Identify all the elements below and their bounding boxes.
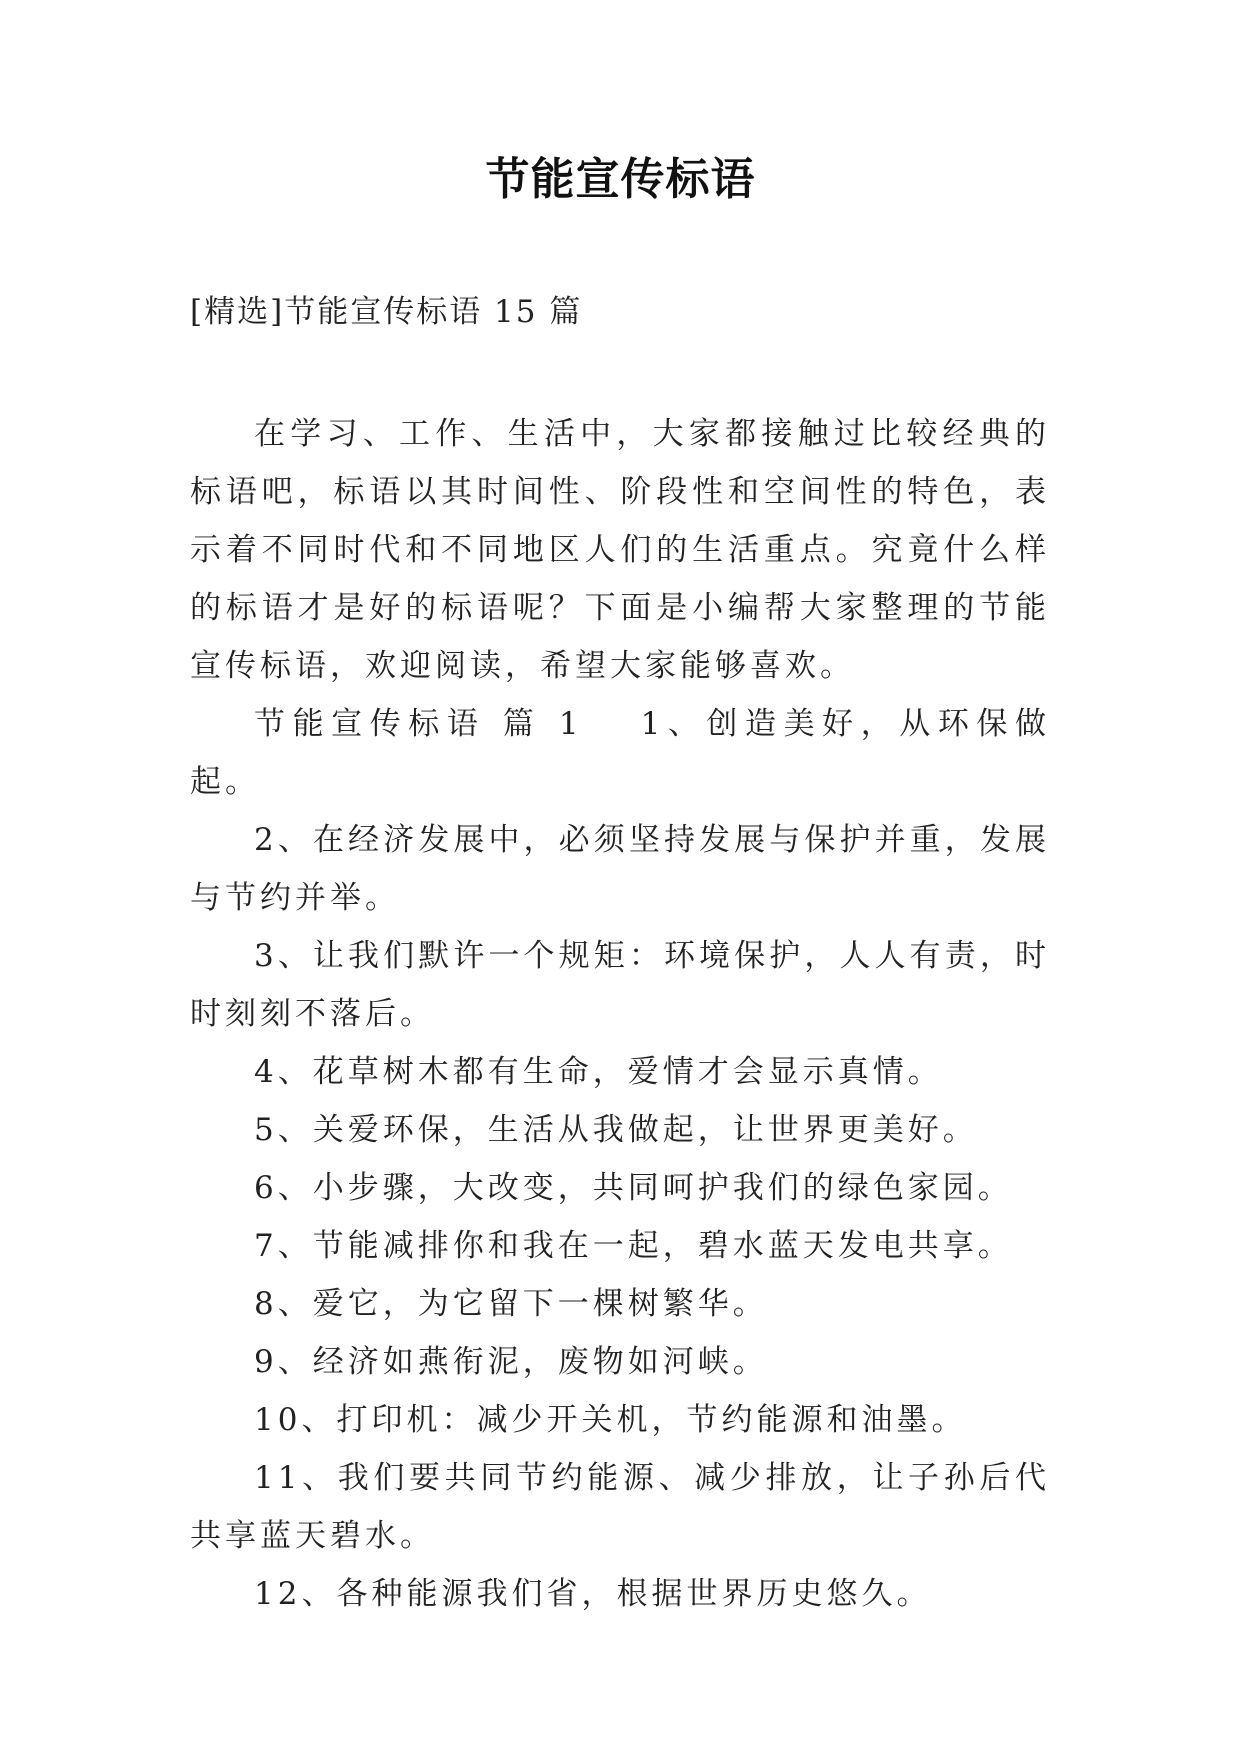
- slogan-item-6: 6、小步骤，大改变，共同呵护我们的绿色家园。: [254, 1170, 1013, 1206]
- slogan-item-7: 7、节能减排你和我在一起，碧水蓝天发电共享。: [254, 1228, 1013, 1264]
- document-subtitle: [精选]节能宣传标语 15 篇: [190, 294, 583, 330]
- slogan-item-8: 8、爱它，为它留下一棵树繁华。: [254, 1286, 768, 1322]
- slogan-item-3: 3、让我们默许一个规矩：环境保护，人人有责，时时刻刻不落后。: [190, 938, 1050, 1032]
- slogan-item-1: 1、创造美好，从环保做起。: [190, 706, 1050, 800]
- slogan-item-11: 11、我们要共同节约能源、减少排放，让子孙后代共享蓝天碧水。: [190, 1460, 1050, 1554]
- section-heading-line: [190, 695, 1050, 811]
- slogan-item-4: 4、花草树木都有生命，爱情才会显示真情。: [254, 1054, 943, 1090]
- slogan-item-5: 5、关爱环保，生活从我做起，让世界更美好。: [254, 1112, 978, 1148]
- section-heading: 节能宣传标语 篇 1: [254, 706, 583, 742]
- slogan-item-2: 2、在经济发展中，必须坚持发展与保护并重，发展与节约并举。: [190, 822, 1050, 916]
- slogan-item-9: 9、经济如燕衔泥，废物如河峡。: [254, 1344, 768, 1380]
- slogan-item-10: 10、打印机：减少开关机，节约能源和油墨。: [254, 1402, 967, 1438]
- slogan-item-12: 12、各种能源我们省，根据世界历史悠久。: [254, 1576, 932, 1612]
- document-body: [190, 405, 1050, 1623]
- document-title: 节能宣传标语: [485, 154, 756, 205]
- intro-paragraph: 在学习、工作、生活中，大家都接触过比较经典的标语吧，标语以其时间性、阶段性和空间性的特色，表示着不同时代和不同地区人们的生活重点。究竟什么样的标语才是好的标语呢？下面是小编帮大家整理的节能宣传标语，欢迎阅读，希望大家能够喜欢。: [190, 416, 1050, 684]
